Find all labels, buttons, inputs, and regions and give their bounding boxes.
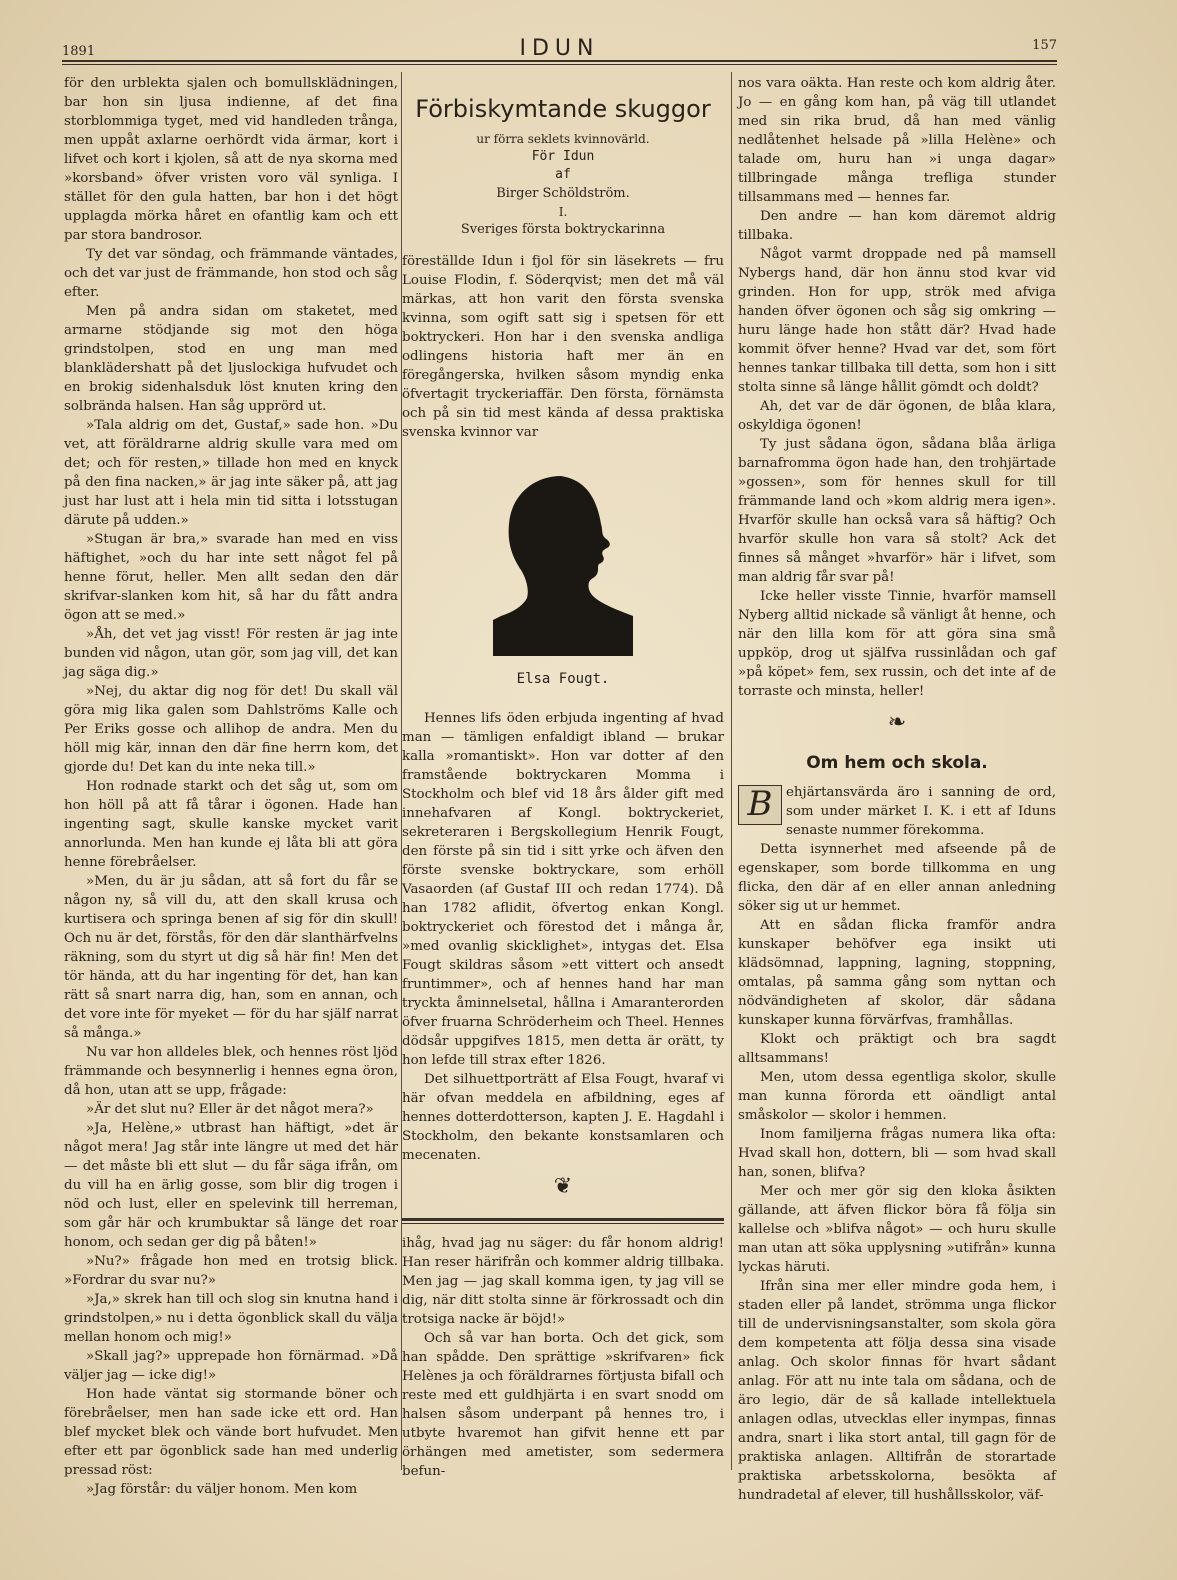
column-3 xyxy=(738,74,1056,1505)
article-section-number: I. xyxy=(558,205,568,219)
paragraph: »Är det slut nu? Eller är det något mera?» xyxy=(86,1102,374,1117)
paragraph: Klokt och präktigt och bra sagdt alltsammans! xyxy=(738,1032,1056,1066)
portrait-caption: Elsa Fougt. xyxy=(516,671,610,687)
paragraph: »Ja, Helène,» utbrast han häftigt, »det är något mera! Jag står inte längre ut med det här — det måste bli ett slut — du får säga ifrån, om du vill ha en ärlig gosse, som blir dig trogen i nöd och lust, eller en spelevink till herreman, som går här och krumbuktar så länge det roar honom, och sedan ger dig på båten!» xyxy=(64,1121,398,1250)
drop-cap: B xyxy=(738,785,782,825)
paragraph: Den andre — han kom däremot aldrig tillbaka. xyxy=(738,209,1056,243)
paragraph: »Skall jag?» upprepade hon förnärmad. »Då väljer jag — icke dig!» xyxy=(64,1349,398,1383)
paragraph: Att en sådan flicka framför andra kunskaper behöfver ega insikt uti klädsömnad, lappning, lagning, stoppning, omtalas, på samma gång som nyttan och nödvändigheten af skolor, där sådana kunskaper kunna förvärfvas, framhållas. xyxy=(738,918,1056,1028)
column-1 xyxy=(64,74,398,1499)
paragraph: ihåg, hvad jag nu säger: du får honom aldrig! Han reser härifrån och kommer aldrig tillbaka. Men jag — jag skall komma igen, ty jag vill se dig, när ditt stolta sinne är förkrossadt och din trotsiga nacke är böjd!» xyxy=(402,1236,724,1327)
paragraph: Ifrån sina mer eller mindre goda hem, i staden eller på landet, strömma unga flickor till de undervisningsanstalter, som skola göra dem kompetenta att följa dessa sina visade anlag. Och skolor finnas för hvart sådant anlag. För att nu inte tala om sådana, och de äro legio, där de så kallade intellektuela anlagen odlas, utvecklas eller inympas, finnas andra, snart i lika stort antal, till gagn för de praktiska anlagen. Alltifrån de storartade praktiska arbetsskolorna, besökta af hundradetal af elever, till hushållsskolor, väf- xyxy=(738,1279,1056,1503)
article-intro: föreställde Idun i fjol för sin läsekrets — fru Louise Flodin, f. Söderqvist; men det må väl märkas, att hon varit den första svenska kvinna, som ogift satt sig i spetsen för ett boktryckeri. Hon har i den svenska andliga odlingens historia haft mer än en föregångerska, hvilken såsom myndig enka öfvertagit tryckeriaffär. Den första, förnämsta och på sin tid mest kända af dessa praktiska svenska kvinnor var xyxy=(402,254,724,440)
silhouette-portrait xyxy=(402,466,724,662)
paragraph: Det silhuettporträtt af Elsa Fougt, hvaraf vi här ofvan meddela en afbildning, eges af hennes dotterdotterson, kapten J. E. Hagdahl i Stockholm, den bekante konstsamlaren och mecenaten. xyxy=(402,1072,724,1163)
paragraph: Ty det var söndag, och främmande väntades, och det var just de främmande, hon stod och såg efter. xyxy=(64,247,398,300)
paragraph: Hennes lifs öden erbjuda ingenting af hvad man — tämligen enfaldigt ibland — brukar kalla »romantiskt». Hon var dotter af den framstående boktryckaren Momma i Stockholm och blef vid 18 års ålder gift med innehafvaren af Kongl. boktryckeriet, sekreteraren i Bergskollegium Henrik Fougt, den förste på sin tid i sitt yrke och äfven den förste svenske boktryckare, som erhöll Vasaorden (af Gustaf III och redan 1774). Då han 1782 aflidit, öfvertog enkan Kongl. boktryckeriet och förestod det i många år, »med ovanlig skicklighet», intygas det. Elsa Fougt skildras såsom »ett vittert och ansedt fruntimmer», och af hennes hand har man tryckta åminnelsetal, hållna i Amaranterorden öfver fruarna Schröderheim och Theel. Hennes dödsår uppgifves 1815, men detta är orätt, ty hon lefde till strax efter 1826. xyxy=(402,711,724,1068)
paragraph: »Tala aldrig om det, Gustaf,» sade hon. »Du vet, att föräldrarne aldrig skulle vara med om det; och för resten,» tillade hon med en knyck på den fina nacken,» är jag inte säker på, att jag just har lust att i hela min tid sitta i lotsstugan därute på udden.» xyxy=(64,418,398,528)
paragraph: Och så var han borta. Och det gick, som han spådde. Den sprättige »skrifvaren» fick Helènes ja och föräldrarnes förtjusta bifall och reste med ett guldhjärta i en svart snodd om halsen såsom underpant på hennes tro, i utbyte hvaremot han gifvit henne ett par örhängen med ametister, som sedermera befun- xyxy=(402,1331,724,1479)
paragraph: för den urblekta sjalen och bomullsklädningen, bar hon sin ljusa indienne, af det fina storblommiga tyget, med vid handleden trånga, men uppåt axlarne oerhördt vida ärmar, kort i lifvet och kort i kjolen, så att de nya skorna med »korsband» öfver vristen voro väl synliga. I stället för den gula hatten, bar hon i det högt upplagda mörka håret en ofantlig kam och ett par stora bandrosor. xyxy=(64,76,398,243)
paragraph: Icke heller visste Tinnie, hvarför mamsell Nyberg alltid nickade så vänligt åt henne, och när den lilla kom för att göra sina små uppköp, drog ut själfva russinlådan och gaf »på köpet» fem, sex russin, och det inte af de torraste och minsta, heller! xyxy=(738,589,1056,699)
paragraph xyxy=(738,783,1056,840)
paragraph: nos vara oäkta. Han reste och kom aldrig åter. Jo — en gång kom han, på väg till utlandet med sin rika brud, då han med vänlig nedlåtenhet helsade på »lilla Helène» och talade om, huru han »i unga dagar» tillbringade många trefliga stunder tillsammans med — hennes far. xyxy=(738,76,1056,205)
column-divider-2 xyxy=(731,72,732,1470)
paragraph: Hon rodnade starkt och det såg ut, som om hon höll på att få tårar i ögonen. Hade han ingenting sagt, skulle kanske mycket varit annorlunda. Men han kunde ej låta bli att göra henne förebråelser. xyxy=(64,779,398,870)
header-year: 1891 xyxy=(62,44,96,59)
paragraph: »Jag förstår: du väljer honom. Men kom xyxy=(86,1482,358,1497)
article-section-title: Sveriges första boktryckarinna xyxy=(460,222,666,237)
header-rule xyxy=(62,60,1057,62)
paragraph-text: ehjärtansvärda äro i sanning de ord, som under märket I. K. i ett af Iduns senaste nummer förekomma. xyxy=(786,785,1056,838)
page-number: 157 xyxy=(1032,38,1057,53)
paragraph: Något varmt droppade ned på mamsell Nybergs hand, där hon ännu stod kvar vid grinden. Hon for upp, strök med afviga handen öfver ögonen och såg sig omkring — huru länge hade hon stått där? Hvad hade kommit öfver henne? Hvad var det, som fört hennes tankar tillbaka till detta, som hon i sitt stolta sinne så länge hållit gömdt och doldt? xyxy=(738,247,1056,395)
section-title: Om hem och skola. xyxy=(806,753,988,773)
paragraph: »Nej, du aktar dig nog för det! Du skall väl göra mig lika galen som Dahlströms Kalle och Per Eriks gosse och allihop de andra. Men du höll mig kär, innan den där fine herrn kom, det gjorde du! Det kan du inte neka till.» xyxy=(64,684,398,775)
ornament-icon: ❦ xyxy=(553,1174,573,1199)
article-af: af xyxy=(555,167,571,182)
paragraph: Men, utom dessa egentliga skolor, skulle man kunna förorda ett oändligt antal småskolor — skolor i hemmen. xyxy=(738,1070,1056,1123)
paragraph: »Åh, det vet jag visst! För resten är jag inte bunden vid någon, utan gör, som jag vill, det kan jag säga dig.» xyxy=(64,627,398,680)
article-author: Birger Schöldström. xyxy=(496,186,630,201)
paragraph: Ah, det var de där ögonen, de blåa klara, oskyldiga ögonen! xyxy=(738,399,1056,433)
article-for: För Idun xyxy=(531,149,595,164)
section-divider xyxy=(402,1218,724,1221)
paragraph: »Nu?» frågade hon med en trotsig blick. »Fordrar du svar nu?» xyxy=(64,1254,398,1288)
paragraph: Men på andra sidan om staketet, med armarne stödjande sig mot den höga grindstolpen, stod en ung man med blanklädershatt på det ljuslockiga hufvudet och en brokig sidenhalsduk löst knuten kring den solbrända halsen. Han såg upprörd ut. xyxy=(64,304,398,414)
paragraph: Ty just sådana ögon, sådana blåa ärliga barnafromma ögon hade han, den trohjärtade »gossen», som för hennes skull for till främmande land och »kom aldrig mera igen». Hvarför skulle han också vara så häftig? Och hvarför skulle hon vara så stolt? Ack det finnes så månget »hvarför» här i lifvet, som man aldrig får svar på! xyxy=(738,437,1056,585)
paragraph: Nu var hon alldeles blek, och hennes röst ljöd främmande och besynnerlig i hennes egna öron, då hon, utan att se upp, frågade: xyxy=(64,1045,398,1098)
paragraph: Inom familjerna frågas numera lika ofta: Hvad skall hon, dottern, bli — som hvad skall han, sonen, blifva? xyxy=(738,1127,1056,1180)
paragraph: Hon hade väntat sig stormande böner och förebråelser, men han sade icke ett ord. Han blef mycket blek och vände bort hufvudet. Men efter ett par ögonblick sade han med underlig pressad röst: xyxy=(64,1387,398,1478)
article-title: Förbiskymtande skuggor xyxy=(415,95,711,123)
column-2 xyxy=(402,74,724,1481)
silhouette-image xyxy=(483,466,643,656)
paragraph: »Men, du är ju sådan, att så fort du får se någon ny, så vill du, att den skall krusa och kurtisera och springa benen af sig för din skull! Och nu är det, förstås, för den där slanthärfvelns räkning, som du styrt ut dig så här fin! Men det tör hända, att du har ingenting för det, han kan rätt så snart narra dig, han, som en annan, och det vore inte för myeket — för du har själf narrat så många.» xyxy=(64,874,398,1041)
header-title: IDUN xyxy=(519,36,600,61)
paragraph: »Stugan är bra,» svarade han med en viss häftighet, »och du har inte sett något fel på henne förut, heller. Men allt sedan den där skrifvar-slanken kom hit, så har du fått andra ögon att se med.» xyxy=(64,532,398,623)
paragraph: »Ja,» skrek han till och slog sin knutna hand i grindstolpen,» nu i detta ögonblick skall du välja mellan honom och mig!» xyxy=(64,1292,398,1345)
section-divider-thin xyxy=(402,1223,724,1224)
article-subtitle: ur förra seklets kvinnovärld. xyxy=(476,132,650,146)
paragraph: Detta isynnerhet med afseende på de egenskaper, som borde tillkomma en ung flicka, den där af en eller annan anledning söker sig ut ur hemmet. xyxy=(738,842,1056,914)
paragraph: Mer och mer gör sig den kloka åsikten gällande, att äfven flickor böra få följa sin kallelse och »blifva något» — och huru skulle man utan att söka upplysning »utifrån» kunna lyckas häruti. xyxy=(738,1184,1056,1275)
header-rule-thin xyxy=(62,64,1057,65)
flower-ornament-icon: ❧ xyxy=(887,710,907,735)
